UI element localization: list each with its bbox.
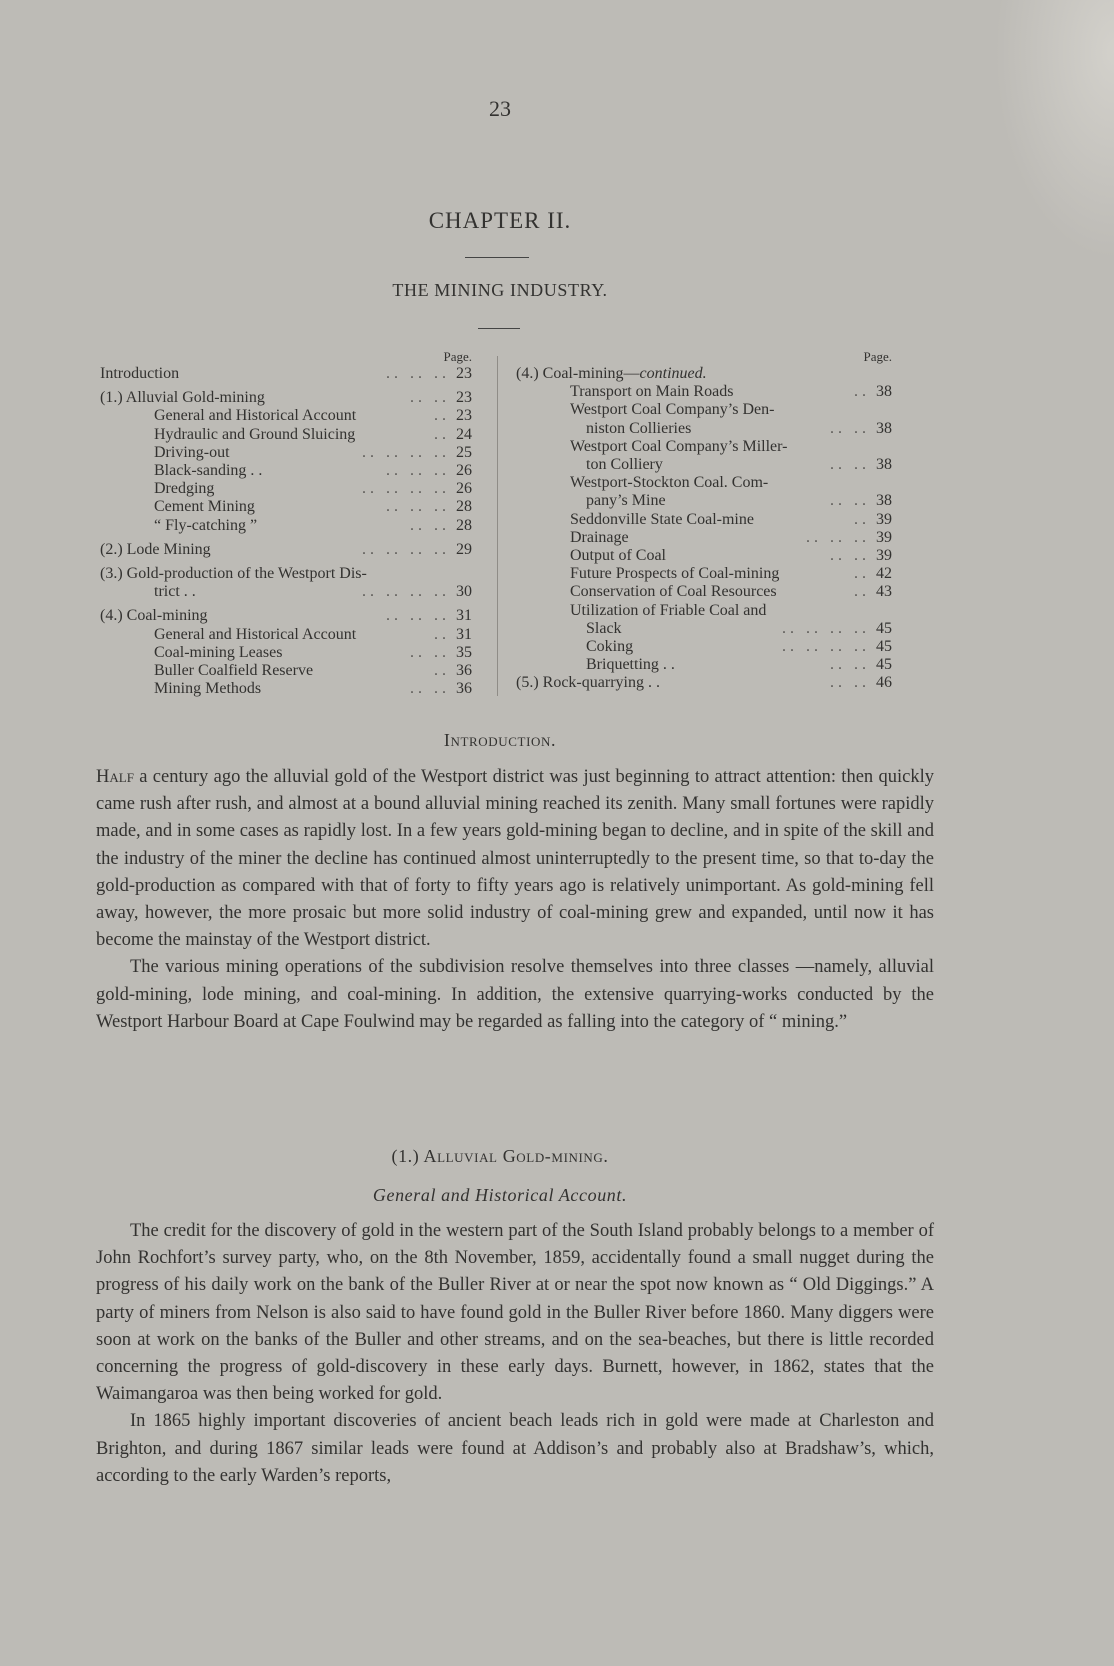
toc-leader-dots: . . — [422, 662, 446, 680]
toc-entry-label: Westport Coal Company’s Miller- — [570, 437, 788, 455]
toc-entry-label: (1.) Alluvial Gold-mining — [100, 389, 265, 407]
title-rule — [478, 328, 520, 329]
toc-leader-dots: . . . . — [818, 674, 866, 692]
toc-entry-label: Introduction — [100, 365, 180, 382]
toc-page-number: 23 — [456, 365, 472, 382]
toc-page-number: 39 — [876, 547, 892, 565]
toc-entry-label: General and Historical Account — [154, 407, 357, 425]
paper-discoloration — [994, 0, 1114, 260]
toc-entry-label: niston Collieries — [586, 419, 692, 437]
toc-leader-dots: . . . . — [818, 656, 866, 674]
toc-entry — [100, 426, 472, 444]
toc-entry — [100, 607, 472, 625]
toc-leader-dots: . . . . . . . . — [354, 443, 446, 461]
toc-leader-dots: . . . . . . . . — [350, 480, 446, 498]
toc-page-number: 25 — [456, 443, 472, 461]
toc-entry — [516, 511, 892, 529]
page-number: 23 — [489, 96, 511, 121]
toc-page-number: 45 — [876, 656, 892, 674]
chapter-title: THE MINING INDUSTRY. — [392, 280, 608, 300]
toc-entry — [100, 541, 472, 559]
section-text — [96, 1218, 934, 1490]
section-paragraph-1: The credit for the discovery of gold in the western part of the South Island probably belongs to a member of John Rochfort’s survey party, who, on the 8th November, 1859, accidentally found a small nugget during the progress of his daily work on the bank of the Buller River at or near the spot now known as “ Old Diggings.” A party of miners from Nelson is also said to have found gold in the Buller River before 1860. Many diggers were soon at work on the banks of the Buller and other streams, and on the sea-beaches, but there is little recorded concerning the progress of gold-discovery in these early days. Burnett, however, in 1862, states that the Waimangaroa was then being worked for gold. — [96, 1221, 934, 1405]
toc-entry-label: Transport on Main Roads — [570, 383, 734, 401]
toc-entry — [516, 456, 892, 474]
toc-entry-label: Hydraulic and Ground Sluicing — [154, 425, 356, 443]
toc-leader-dots: . . . . . . . . — [350, 583, 446, 601]
toc-entry-label: (2.) Lode Mining — [100, 540, 211, 558]
heading-rule — [465, 257, 529, 258]
toc-entry — [100, 498, 472, 516]
toc-leader-dots: . . . . . . — [374, 498, 446, 516]
drop-word: Half — [96, 767, 134, 787]
toc-entry-label: pany’s Mine — [586, 492, 666, 510]
toc-leader-dots: . . — [430, 425, 446, 443]
toc-entry — [516, 656, 892, 674]
toc-entry-label: Westport-Stockton Coal. Com- — [570, 474, 769, 492]
toc-page-number: 31 — [456, 607, 472, 625]
toc-leader-dots: . . . . — [818, 547, 866, 565]
toc-leader-dots: . . — [850, 583, 866, 601]
toc-leader-dots: . . . . . . . . — [350, 540, 446, 558]
introduction-text — [96, 764, 934, 1036]
toc-leader-dots: . . — [430, 407, 446, 425]
toc-page-number: 23 — [456, 407, 472, 425]
toc-page-number: 43 — [876, 583, 892, 601]
toc-entry-label: Briquetting . . — [586, 656, 675, 674]
intro-paragraph-1: a century ago the alluvial gold of the Westport district was just beginning to attract attention: then quickly came rush after rush, and almost at a bound alluvial mining reached its zenith. Many small fortunes were rapidly made, and in some cases as rapidly lost. In a few years gold-mining began to decline, and in spite of the skill and the industry of the miner the decline has continued almost uninterruptedly to the present time, so that to-day the gold-production as compared with that of forty to fifty years ago is relatively unimportant. As gold-mining fell away, however, the more prosaic but more solid industry of coal-mining grew and expanded, until now it has become the mainstay of the Westport district. — [96, 767, 934, 951]
toc-entry — [516, 583, 892, 601]
toc-right-column — [516, 350, 892, 693]
toc-entry-label: (5.) Rock-quarrying . . — [516, 674, 660, 692]
toc-entry-label: Dredging — [154, 480, 215, 498]
introduction-heading: Introduction. — [443, 730, 557, 750]
toc-entry — [516, 565, 892, 583]
toc-page-number: 23 — [456, 389, 472, 407]
toc-page-number: 29 — [456, 540, 472, 558]
toc-entry — [100, 480, 472, 498]
toc-entry — [100, 389, 472, 407]
toc-entry — [100, 365, 472, 383]
toc-entry-label: (4.) Coal-mining — [100, 607, 208, 625]
toc-entry — [516, 620, 892, 638]
toc-page-number: 36 — [456, 680, 472, 698]
toc-leader-dots: . . . . — [398, 680, 446, 698]
toc-entry-label: Coking — [586, 638, 634, 656]
toc-page-header: Page. — [443, 349, 472, 364]
toc-leader-dots: . . — [854, 565, 866, 583]
toc-entry-label: Coal-mining Leases — [154, 643, 283, 661]
toc-entry — [516, 365, 892, 383]
toc-entry-label: Seddonville State Coal-mine — [570, 510, 754, 528]
toc-leader-dots: . . . . . . . . — [770, 619, 866, 637]
toc-left-column — [100, 350, 472, 698]
subsection-heading: General and Historical Account. — [372, 1185, 628, 1205]
toc-page-number: 26 — [456, 480, 472, 498]
toc-page-number: 26 — [456, 462, 472, 480]
toc-entry-label: Future Prospects of Coal-mining — [570, 565, 780, 583]
toc-leader-dots: . . . . — [398, 389, 446, 407]
toc-entry-label: Conservation of Coal Resources — [570, 583, 777, 601]
toc-entry-label: Output of Coal — [570, 547, 666, 565]
toc-entry-label: Drainage — [570, 528, 629, 546]
toc-page-number: 24 — [456, 425, 472, 443]
toc-leader-dots: . . . . — [398, 516, 446, 534]
toc-leader-dots: . . . . — [398, 643, 446, 661]
toc-page-number: 36 — [456, 662, 472, 680]
toc-entry — [516, 492, 892, 510]
toc-leader-dots: . . . . . . — [794, 528, 866, 546]
toc-page-number: 28 — [456, 516, 472, 534]
toc-page-number: 45 — [876, 619, 892, 637]
toc-entry — [516, 401, 892, 419]
toc-entry — [100, 644, 472, 662]
section-paragraph-2: In 1865 highly important discoveries of ancient beach leads rich in gold were made at Charleston and Brighton, and during 1867 similar leads were found at Addison’s and probably also at Bradshaw’s, which, according to the early Warden’s reports, — [96, 1411, 934, 1486]
toc-page-number: 38 — [876, 492, 892, 510]
toc-leader-dots: . . . . — [818, 419, 866, 437]
toc-divider — [497, 356, 498, 696]
section-heading: (1.) Alluvial Gold-mining. — [391, 1146, 609, 1166]
toc-page-number: 38 — [876, 383, 892, 401]
toc-entry — [516, 674, 892, 692]
intro-paragraph-2: The various mining operations of the subdivision resolve themselves into three classes —namely, alluvial gold-mining, lode mining, and coal-mining. In addition, the extensive quarrying-works conducted by the Westport Harbour Board at Cape Foulwind may be regarded as falling into the category of “ mining.” — [96, 957, 934, 1032]
toc-page-number: 30 — [456, 583, 472, 601]
toc-entry-label: Slack — [586, 619, 622, 637]
toc-page-number: 28 — [456, 498, 472, 516]
toc-entry — [100, 517, 472, 535]
toc-entry-label: Buller Coalfield Reserve — [154, 662, 314, 680]
toc-leader-dots: . . . . — [818, 456, 866, 474]
toc-page-number: 39 — [876, 528, 892, 546]
toc-entry-label: Driving-out — [154, 443, 230, 461]
toc-entry — [516, 438, 892, 456]
toc-page-number: 45 — [876, 638, 892, 656]
toc-entry — [516, 638, 892, 656]
toc-entry — [100, 444, 472, 462]
toc-entry — [100, 407, 472, 425]
toc-page-number: 39 — [876, 510, 892, 528]
chapter-heading: CHAPTER II. — [428, 208, 572, 233]
toc-page-number: 38 — [876, 456, 892, 474]
toc-entry — [516, 547, 892, 565]
toc-entry-label: (4.) Coal-mining—continued. — [516, 365, 707, 382]
toc-leader-dots: . . — [842, 383, 866, 401]
toc-leader-dots: . . . . — [818, 492, 866, 510]
toc-leader-dots: . . — [430, 625, 446, 643]
toc-entry — [100, 583, 472, 601]
toc-entry-label: “ Fly-catching ” — [154, 516, 258, 534]
toc-entry-label: trict . . — [154, 583, 196, 601]
toc-page-number: 35 — [456, 643, 472, 661]
toc-leader-dots: . . . . . . . . — [770, 638, 866, 656]
toc-entry-label: Mining Methods — [154, 680, 262, 698]
toc-entry — [100, 462, 472, 480]
toc-entry — [100, 626, 472, 644]
toc-leader-dots: . . — [846, 510, 866, 528]
toc-leader-dots: . . . . . . — [374, 365, 446, 382]
toc-entry — [516, 529, 892, 547]
toc-entry — [100, 680, 472, 698]
toc-entry-label: (3.) Gold-production of the Westport Dis- — [100, 565, 367, 583]
toc-page-number: 46 — [876, 674, 892, 692]
toc-entry-label: Black-sanding . . — [154, 462, 263, 480]
toc-page-number: 31 — [456, 625, 472, 643]
toc-entry — [100, 565, 472, 583]
toc-entry — [516, 383, 892, 401]
toc-entry — [516, 602, 892, 620]
toc-page-number: 42 — [876, 565, 892, 583]
toc-entry — [516, 420, 892, 438]
toc-leader-dots: . . . . . . — [374, 462, 446, 480]
toc-entry-label: Cement Mining — [154, 498, 255, 516]
toc-entry-label: Westport Coal Company’s Den- — [570, 401, 775, 419]
toc-entry — [516, 474, 892, 492]
toc-page-number: 38 — [876, 419, 892, 437]
toc-leader-dots: . . . . . . — [374, 607, 446, 625]
toc-page-header: Page. — [863, 349, 892, 364]
toc-entry — [100, 662, 472, 680]
toc-entry-label: General and Historical Account — [154, 625, 357, 643]
toc-entry-label: Utilization of Friable Coal and — [570, 601, 767, 619]
toc-entry-label: ton Colliery — [586, 456, 663, 474]
